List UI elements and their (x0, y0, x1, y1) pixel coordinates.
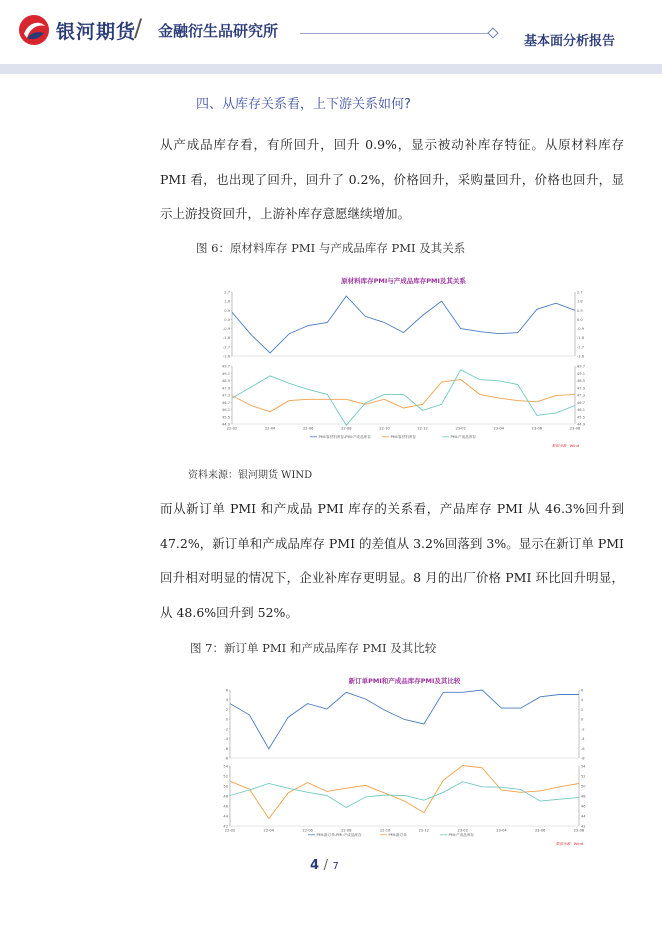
x-tick-label: 22-04 (263, 828, 275, 833)
bottom-ytick-right: 45.5 (577, 415, 586, 420)
bottom-ytick-right: 46.1 (577, 408, 586, 412)
top-ytick-right: 1.8 (577, 299, 583, 304)
page-separator: / (323, 858, 328, 873)
page-total: 7 (332, 861, 339, 872)
bottom-ytick-right: 52 (581, 774, 586, 779)
figure7-chart (218, 668, 592, 850)
bottom-ytick-right: 50 (581, 784, 586, 789)
top-ytick-right: 0.0 (577, 317, 583, 322)
bottom-ytick-right: 46 (581, 804, 586, 809)
chart-title: 原材料库存PMI与产成品库存PMI及其关系 (341, 277, 466, 285)
x-tick-label: 23-08 (569, 426, 581, 431)
bottom-ytick-left: 52 (223, 774, 228, 779)
bottom-ytick-left: 45.5 (221, 415, 230, 420)
figure6-caption: 图 6：原材料库存 PMI 与产成品库存 PMI 及其关系 (196, 241, 466, 255)
top-ytick-left: 2.7 (224, 290, 230, 295)
x-tick-label: 23-02 (455, 426, 466, 431)
diamond-icon (487, 27, 498, 38)
top-ytick-left: -1.8 (222, 336, 230, 341)
legend-label: PMI:产成品库存 (448, 833, 475, 837)
page-header (0, 0, 662, 64)
bottom-ytick-left: 49.7 (221, 364, 230, 369)
top-ytick-left: -2.7 (222, 345, 230, 350)
paragraph-inventory: 从产成品库存看，有所回升，回升 0.9%，显示被动补库存特征。从原材料库存 PMI 看，也出现了回升，回升了 0.2%，价格回升，采购量回升，价格也回升，显示上游投资回升，上游补库存意愿继续增加。 (160, 137, 624, 221)
bottom-ytick-right: 47.3 (577, 393, 586, 398)
legend-label: PMI:产成品库存 (450, 435, 477, 439)
paragraph-new-orders: 而从新订单 PMI 和产成品 PMI 库存的关系看，产品库存 PMI 从 46.3%回升到 47.2%，新订单和产成品库存 PMI 的差值从 3.2%回落到 3%。显示在新订单 PMI 回升相对明显的情况下，企业补库存更明显。8 月的出厂价格 PMI 环比回升明显，从 48.6%回升到 52%。 (160, 501, 624, 620)
page-number (310, 858, 339, 873)
top-ytick-left: -0.9 (222, 327, 230, 332)
x-tick-label: 23-04 (493, 426, 505, 431)
bottom-ytick-left: 50 (223, 784, 228, 789)
x-tick-label: 22-08 (341, 828, 352, 833)
bottom-ytick-left: 47.9 (221, 386, 230, 391)
bottom-ytick-right: 46.7 (577, 400, 586, 405)
figure7-caption: 图 7：新订单 PMI 和产成品库存 PMI 及其比较 (190, 641, 437, 655)
x-tick-label: 23-04 (496, 828, 507, 833)
top-ytick-right: -3.6 (577, 354, 585, 359)
top-ytick-left: -6 (224, 746, 228, 751)
chart-title: 新订单PMI和产成品库存PMI及其比较 (348, 677, 461, 685)
bottom-ytick-right: 48 (581, 794, 586, 799)
x-tick-label: 22-06 (302, 426, 314, 431)
bottom-series-1 (232, 370, 575, 426)
top-ytick-left: -3.6 (222, 354, 230, 359)
x-tick-label: 22-04 (264, 426, 276, 431)
top-series-0 (230, 690, 579, 749)
x-tick-label: 23-02 (457, 828, 468, 833)
page-current: 4 (310, 858, 320, 873)
top-ytick-right: -4 (581, 737, 585, 742)
x-tick-label: 22-12 (418, 828, 430, 833)
top-ytick-left: 0 (225, 717, 228, 722)
top-ytick-left: -8 (224, 756, 228, 761)
bottom-ytick-left: 54 (223, 764, 228, 769)
bottom-ytick-right: 49.7 (577, 364, 586, 369)
top-ytick-right: -6 (581, 746, 585, 751)
top-ytick-left: -2 (224, 727, 228, 732)
top-ytick-right: 4 (581, 698, 584, 703)
top-ytick-right: 2 (581, 707, 584, 712)
top-ytick-left: 2 (225, 707, 228, 712)
x-tick-label: 22-10 (379, 828, 391, 833)
top-ytick-right: -0.9 (577, 327, 585, 332)
bottom-ytick-left: 46.7 (221, 400, 230, 405)
top-ytick-left: 0.9 (224, 308, 230, 313)
top-ytick-right: -2 (581, 727, 585, 732)
top-ytick-right: -8 (581, 756, 585, 761)
institute-name: 金融衍生品研究所 (158, 22, 279, 40)
top-ytick-right: 0.9 (577, 308, 583, 313)
bottom-ytick-left: 46 (223, 804, 228, 809)
bottom-series-0 (230, 766, 579, 819)
x-tick-label: 22-12 (417, 426, 428, 431)
x-tick-label: 22-02 (224, 828, 236, 833)
x-tick-label: 22-06 (302, 828, 313, 833)
bottom-ytick-left: 48 (223, 794, 228, 799)
chart-note: 数据来源：Wind (555, 842, 583, 846)
bottom-series-0 (232, 380, 575, 412)
top-ytick-left: 4 (225, 698, 228, 703)
legend-label: PMI:新订单-PMI:产成品库存 (316, 833, 362, 837)
legend-label: PMI:新订单 (388, 833, 407, 837)
top-ytick-left: 6 (225, 688, 228, 693)
bottom-ytick-left: 44 (223, 814, 228, 819)
galaxy-logo-icon (18, 14, 50, 46)
top-series-0 (232, 296, 575, 353)
header-separator: / (134, 14, 143, 42)
x-tick-label: 23-06 (534, 828, 546, 833)
top-ytick-right: 6 (581, 688, 584, 693)
bottom-ytick-right: 49.1 (577, 371, 586, 376)
bottom-series-1 (230, 782, 579, 808)
x-tick-label: 22-10 (379, 426, 390, 431)
figure6-chart (220, 266, 594, 454)
legend-label: PMI:原材料库存-PMI:产成品库存 (318, 435, 371, 439)
top-ytick-right: -2.7 (577, 345, 585, 350)
bottom-ytick-left: 47.3 (221, 393, 230, 398)
figure6-source: 资料来源：银河期货 WIND (188, 470, 313, 481)
bottom-ytick-left: 49.1 (221, 371, 230, 376)
bottom-ytick-left: 46.1 (221, 408, 230, 412)
top-ytick-left: 0.0 (224, 317, 230, 322)
x-tick-label: 23-06 (531, 426, 543, 431)
top-ytick-left: 1.8 (224, 299, 230, 304)
bottom-ytick-right: 44 (581, 814, 586, 819)
bottom-ytick-right: 42 (581, 824, 586, 829)
bottom-ytick-left: 42 (223, 824, 228, 829)
bottom-ytick-right: 44.9 (577, 422, 586, 427)
bottom-ytick-right: 48.5 (577, 379, 586, 383)
top-ytick-right: 2.7 (577, 290, 583, 295)
header-rule (300, 33, 492, 34)
x-tick-label: 23-08 (573, 828, 585, 833)
header-band (0, 64, 662, 74)
section-title: 四、从库存关系看，上下游关系如何? (196, 97, 411, 112)
top-ytick-right: -1.8 (577, 336, 585, 341)
top-ytick-left: -4 (224, 737, 228, 742)
legend-label: PMI:原材料库存 (390, 435, 417, 439)
brand-name: 银河期货 (56, 21, 137, 43)
bottom-ytick-left: 48.5 (221, 379, 230, 383)
x-tick-label: 22-02 (226, 426, 238, 431)
chart-note: 数据来源：Wind (551, 444, 579, 448)
bottom-ytick-right: 47.9 (577, 386, 586, 391)
top-ytick-right: 0 (581, 717, 584, 722)
x-tick-label: 22-08 (341, 426, 352, 431)
bottom-ytick-right: 54 (581, 764, 586, 769)
report-type: 基本面分析报告 (524, 34, 616, 49)
bottom-ytick-left: 44.9 (221, 422, 230, 427)
